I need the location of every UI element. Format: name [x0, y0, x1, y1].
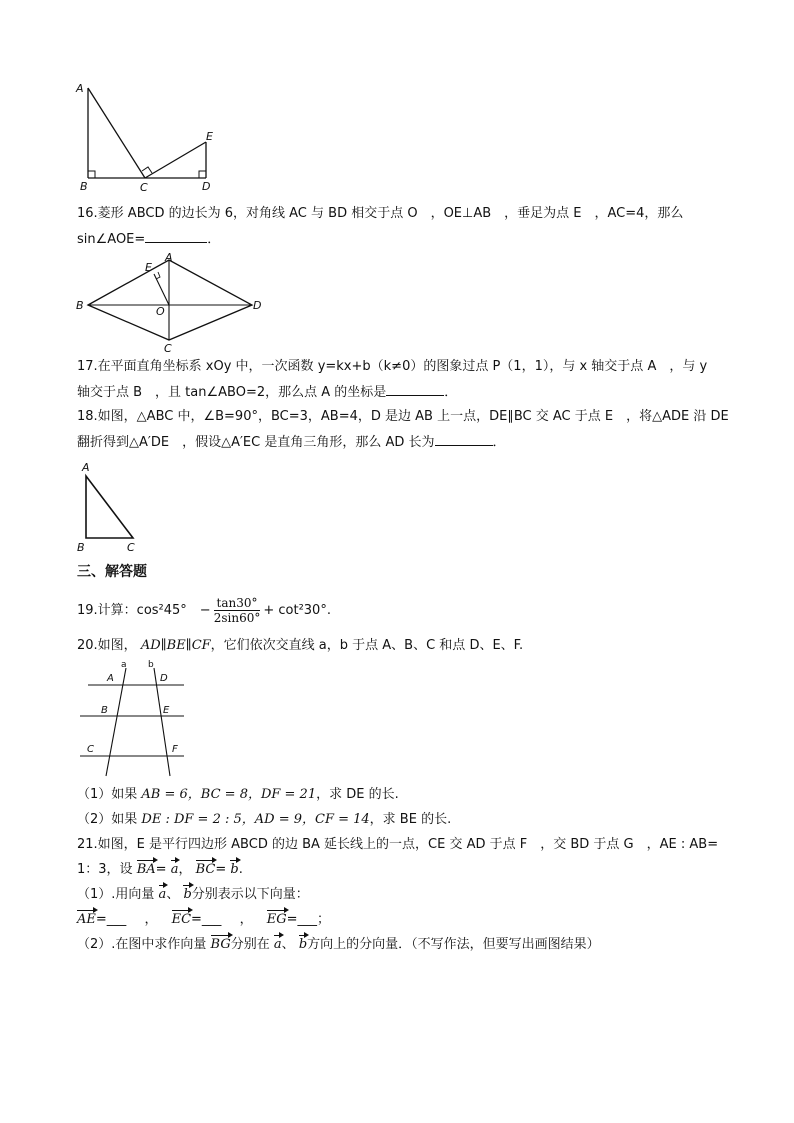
q21-part1-suffix: 分别表示以下向量：: [191, 887, 309, 902]
q21-part2-prefix: （2）.在图中求作向量: [77, 937, 207, 952]
fig1-label-D: D: [202, 180, 211, 193]
vector-BG: BG: [210, 937, 231, 952]
rhombus-label-O: O: [156, 305, 165, 318]
vector-AE: AE: [77, 912, 96, 927]
q20-part2-math: DE : DF = 2 : 5，AD = 9，CF = 14: [141, 812, 370, 827]
q17-line2-suffix: ．: [444, 385, 458, 400]
q20-part1-math: AB = 6，BC = 8，DF = 21: [141, 787, 317, 802]
q19-denominator: 2sin60°: [213, 611, 261, 625]
q20-part1: [77, 786, 399, 804]
q21-comma: ，: [178, 862, 192, 877]
q21-EG-blank[interactable]: =___: [286, 912, 318, 927]
q21-part2-suffix: 方向上的分向量．（不写作法，但要写出画图结果）: [307, 937, 600, 952]
q21-period: .: [238, 862, 243, 877]
rhombus-label-E: E: [145, 261, 152, 274]
q19-suffix: + cot²30°.: [263, 603, 331, 618]
q21-line2-prefix: 1：3，设: [77, 862, 133, 877]
vector-a-2: a: [158, 887, 167, 902]
q16-line2: [77, 230, 220, 249]
q18-answer-blank[interactable]: [435, 433, 493, 446]
q21-part2: [77, 936, 600, 954]
q19-line: [77, 596, 331, 626]
tri-label-C: C: [127, 541, 135, 554]
fig1-label-E: E: [206, 130, 213, 143]
figure-q20-parallel-lines: [80, 660, 190, 780]
q20-label-E: E: [163, 705, 170, 716]
q20-line: [77, 637, 523, 655]
figure-q18-triangle: [76, 460, 146, 555]
rhombus-label-C: C: [164, 342, 172, 355]
fig1-label-A: A: [76, 82, 84, 95]
section-3-title: 三、解答题: [77, 564, 147, 580]
q20-suffix: ，它们依次交直线 a，b 于点 A、B、C 和点 D、E、F.: [210, 638, 524, 653]
vector-BA: BA: [136, 862, 156, 877]
q21-part1-prefix: （1）.用向量: [77, 887, 155, 902]
q20-part1-prefix: （1）如果: [77, 787, 138, 802]
q17-answer-blank[interactable]: [386, 383, 444, 396]
q20-part1-suffix: ，求 DE 的长.: [316, 787, 399, 802]
q21-sep: 、: [166, 887, 180, 902]
q21-eq-1: =: [155, 862, 167, 877]
figure-q15-right-triangles: [76, 82, 226, 194]
q17-line1: 17.在平面直角坐标系 xOy 中，一次函数 y=kx+b（k≠0）的图象过点 P（1，1），与 x 轴交于点 A ，与 y: [77, 359, 708, 374]
q21-sep-2: 、: [281, 937, 295, 952]
q19-prefix: 19.计算：cos²45° −: [77, 603, 211, 618]
q18-line2-prefix: 翻折得到△A′DE ，假设△A′EC 是直角三角形，那么 AD 长为: [77, 435, 435, 450]
vector-b: b: [230, 862, 239, 877]
q20-math: AD∥BE∥CF: [140, 638, 211, 653]
vector-a: a: [170, 862, 179, 877]
figure-q16-rhombus: [74, 250, 270, 354]
vector-b-2: b: [183, 887, 192, 902]
q21-answers: [77, 911, 330, 929]
q20-label-A: A: [107, 673, 114, 684]
q21-line1: 21.如图，E 是平行四边形 ABCD 的边 BA 延长线上的一点，CE 交 AD 于点 F ，交 BD 于点 G ，AE : AB=: [77, 837, 719, 852]
q21-EC-blank[interactable]: =___: [191, 912, 222, 927]
vector-BC: BC: [195, 862, 216, 877]
q18-line2: [77, 433, 506, 452]
fig1-label-B: B: [80, 180, 88, 193]
rhombus-label-D: D: [253, 299, 262, 312]
vector-a-3: a: [273, 937, 282, 952]
q21-comma-2: ，: [144, 912, 158, 927]
q21-eq-2: =: [215, 862, 227, 877]
q17-line2: [77, 383, 457, 402]
q20-part2-suffix: ，求 BE 的长.: [369, 812, 452, 827]
q20-label-C: C: [87, 744, 94, 755]
q20-label-F: F: [172, 744, 178, 755]
q21-part2-mid: 分别在: [230, 937, 270, 952]
vector-EG: EG: [266, 912, 287, 927]
vector-EC: EC: [171, 912, 192, 927]
q20-prefix: 20.如图，: [77, 638, 137, 653]
tri-label-A: A: [82, 461, 90, 474]
q21-part1: [77, 886, 309, 904]
q16-answer-blank[interactable]: [145, 230, 207, 243]
q20-label-D: D: [160, 673, 168, 684]
vector-b-3: b: [298, 937, 308, 952]
q16-line1: 16.菱形 ABCD 的边长为 6，对角线 AC 与 BD 相交于点 O ，OE⊥AB ，垂足为点 E ，AC=4，那么: [77, 206, 684, 221]
q18-line2-suffix: ．: [492, 435, 506, 450]
q20-label-B: B: [101, 705, 108, 716]
tri-label-B: B: [77, 541, 85, 554]
q20-part2: [77, 811, 451, 829]
q21-comma-3: ，: [239, 912, 253, 927]
q16-line2-prefix: sin∠AOE=: [77, 232, 146, 247]
q16-line2-suffix: ．: [207, 232, 221, 247]
q19-numerator: tan30°: [214, 596, 261, 611]
q21-semicolon: ；: [317, 912, 331, 927]
q17-line2-prefix: 轴交于点 B ，且 tan∠ABO=2，那么点 A 的坐标是: [77, 385, 387, 400]
q19-fraction: [214, 596, 261, 625]
q20-label-a: a: [121, 660, 127, 670]
q21-AE-blank[interactable]: =___: [95, 912, 127, 927]
q20-label-b: b: [148, 660, 154, 670]
q20-part2-prefix: （2）如果: [77, 812, 138, 827]
fig1-label-C: C: [140, 181, 148, 194]
q21-line2: [77, 861, 243, 879]
rhombus-label-B: B: [76, 299, 84, 312]
rhombus-label-A: A: [165, 251, 173, 264]
q18-line1: 18.如图，△ABC 中，∠B=90°，BC=3，AB=4，D 是边 AB 上一点，DE∥BC 交 AC 于点 E ，将△ADE 沿 DE: [77, 409, 729, 424]
